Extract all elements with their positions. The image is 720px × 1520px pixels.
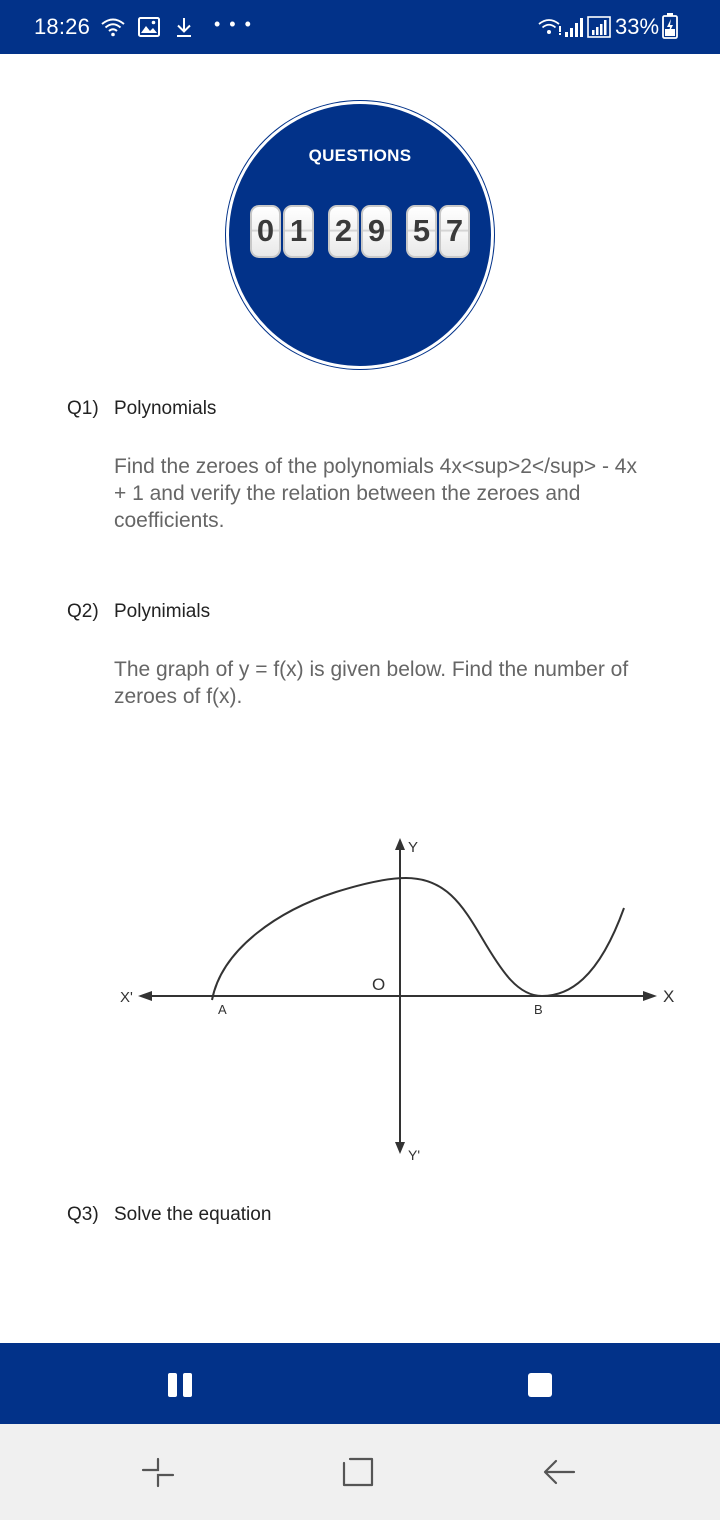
point-b-label: B	[534, 1002, 543, 1017]
timer-hours	[249, 205, 315, 258]
timer-digit: 9	[361, 205, 392, 258]
question-header	[67, 601, 210, 623]
question-header	[67, 398, 216, 420]
home-button[interactable]	[339, 1452, 379, 1492]
signal-sim2-icon	[587, 14, 611, 40]
stop-button[interactable]	[528, 1373, 552, 1397]
y-neg-arrow-icon	[395, 1142, 405, 1154]
timer-digit: 1	[283, 205, 314, 258]
timer-digit: 0	[250, 205, 281, 258]
back-button[interactable]	[540, 1452, 580, 1492]
more-notifications-icon: • • •	[214, 14, 253, 34]
recent-apps-button[interactable]	[138, 1452, 178, 1492]
pause-icon	[168, 1373, 177, 1397]
question-text: The graph of y = f(x) is given below. Find the number of zeroes of f(x).	[114, 658, 629, 708]
status-time: 18:26	[34, 14, 91, 39]
x-label: X	[663, 987, 675, 1006]
playback-control-bar	[0, 1343, 720, 1424]
function-curve	[212, 878, 624, 1000]
navigation-bar	[0, 1424, 720, 1520]
wifi-icon	[100, 14, 126, 40]
pause-icon	[183, 1373, 192, 1397]
download-icon	[174, 14, 194, 40]
timer-digits	[229, 205, 491, 258]
battery-percentage: 33%	[615, 14, 660, 39]
question-text: Find the zeroes of the polynomials 4x<sup>2</sup> - 4x + 1 and verify the relation between the zeroes and coefficients.	[114, 455, 637, 532]
x-neg-label: X'	[120, 989, 133, 1006]
y-label: Y	[408, 839, 419, 856]
y-arrow-icon	[395, 838, 405, 850]
question-number: Q1)	[67, 398, 99, 419]
status-bar	[0, 0, 720, 54]
question-graph-image	[110, 830, 690, 1170]
pause-button[interactable]	[168, 1373, 192, 1397]
origin-label: O	[372, 975, 386, 994]
question-timer	[226, 101, 494, 369]
x-arrow-icon	[643, 991, 657, 1001]
y-neg-label: Y'	[408, 1147, 421, 1163]
question-topic: Polynomials	[114, 398, 217, 419]
timer-digit: 5	[406, 205, 437, 258]
timer-seconds	[405, 205, 471, 258]
timer-digit: 2	[328, 205, 359, 258]
question-number: Q3)	[67, 1204, 99, 1225]
home-icon	[339, 1452, 379, 1492]
back-icon	[540, 1452, 580, 1492]
x-neg-arrow-icon	[138, 991, 152, 1001]
question-number: Q2)	[67, 601, 99, 622]
battery-charging-icon	[662, 13, 678, 39]
point-a-label: A	[218, 1002, 227, 1017]
question-topic: Polynimials	[114, 601, 211, 622]
question-header	[67, 1204, 271, 1226]
image-icon	[138, 14, 160, 40]
recent-apps-icon	[138, 1452, 178, 1492]
wifi-calling-icon	[538, 14, 562, 40]
timer-digit: 7	[439, 205, 470, 258]
signal-icon	[564, 14, 588, 40]
question-topic: Solve the equation	[114, 1204, 272, 1225]
timer-minutes	[327, 205, 393, 258]
timer-title: QUESTIONS	[308, 146, 412, 165]
